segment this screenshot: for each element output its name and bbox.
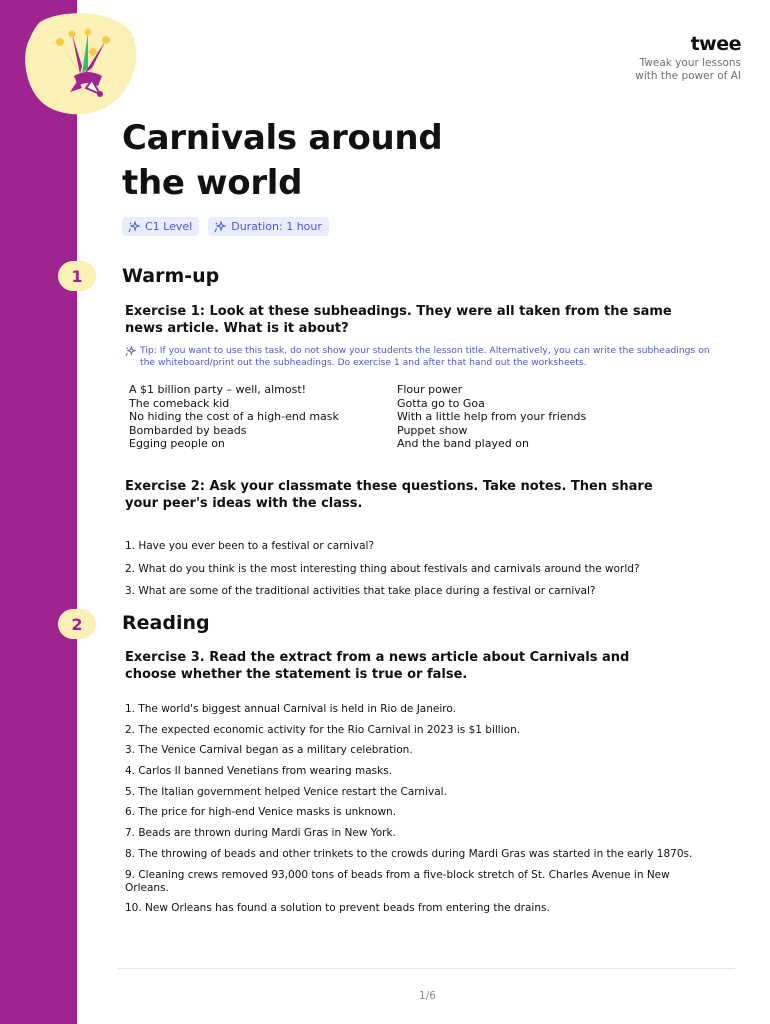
- sparkle-icon: [125, 346, 136, 357]
- teacher-tip: [125, 345, 715, 369]
- page-number: 1/6: [419, 990, 436, 1002]
- list-item: Puppet show: [397, 423, 468, 437]
- page-title: [122, 116, 442, 206]
- exercise-2-title: Exercise 2: Ask your classmate these questions. Take notes. Then share your peer's ideas with the class.: [125, 479, 653, 511]
- list-item: 5. The Italian government helped Venice restart the Carnival.: [125, 785, 447, 798]
- list-item: A $1 billion party – well, almost!: [129, 383, 307, 396]
- page-title-line2: the world: [122, 163, 303, 203]
- sparkle-icon: [128, 221, 140, 233]
- brand: [635, 34, 741, 83]
- section-title-reading: Reading: [122, 612, 210, 634]
- list-item: Egging people on: [129, 437, 225, 450]
- list-item: Bombarded by beads: [129, 423, 247, 437]
- sparkle-icon: [214, 221, 226, 233]
- exercise-3-statements: [125, 703, 715, 915]
- brand-tagline-line2: with the power of AI: [635, 70, 741, 82]
- list-item: 2. The expected economic activity for the Rio Carnival in 2023 is $1 billion.: [125, 723, 521, 736]
- list-item: The comeback kid: [129, 396, 230, 410]
- section-number-1: 1: [58, 261, 96, 291]
- list-item: Gotta go to Goa: [397, 396, 485, 410]
- subheadings-left: [129, 383, 339, 451]
- list-item: 7. Beads are thrown during Mardi Gras in New York.: [125, 827, 396, 840]
- level-badge-label: C1 Level: [145, 220, 193, 233]
- list-item: 2. What do you think is the most interesting thing about festivals and carnivals around the world?: [125, 562, 640, 575]
- list-item: No hiding the cost of a high-end mask: [129, 410, 339, 423]
- sidebar-stripe: [0, 0, 77, 1024]
- exercise-2-questions: [125, 535, 715, 603]
- section-number-2: 2: [58, 609, 96, 639]
- section-title-warmup: Warm-up: [122, 265, 220, 287]
- brand-tagline-line1: Tweak your lessons: [639, 57, 741, 69]
- list-item: Flour power: [397, 383, 463, 396]
- list-item: 1. The world's biggest annual Carnival is held in Rio de Janeiro.: [125, 703, 456, 715]
- brand-name: twee: [690, 33, 741, 55]
- list-item: 4. Carlos II banned Venetians from wearing masks.: [125, 765, 393, 778]
- list-item: With a little help from your friends: [397, 410, 587, 423]
- subheadings-right: [397, 383, 586, 451]
- list-item: 3. What are some of the traditional activities that take place during a festival or carnival?: [125, 585, 596, 597]
- list-item: And the band played on: [397, 437, 529, 450]
- duration-badge: [208, 217, 329, 236]
- list-item: 10. New Orleans has found a solution to prevent beads from entering the drains.: [125, 902, 550, 915]
- footer-divider: [118, 968, 735, 969]
- list-item: 8. The throwing of beads and other trinkets to the crowds during Mardi Gras was started in the early 1870s.: [125, 847, 693, 860]
- lesson-badges: [122, 217, 329, 236]
- brand-tagline: [635, 57, 741, 83]
- duration-badge-label: Duration: 1 hour: [231, 220, 322, 233]
- exercise-3-title: Exercise 3. Read the extract from a news article about Carnivals and choose whether the statement is true or false.: [125, 650, 630, 682]
- list-item: 1. Have you ever been to a festival or carnival?: [125, 540, 375, 552]
- exercise-1-title: Exercise 1: Look at these subheadings. They were all taken from the same news article. What is it about?: [125, 304, 672, 336]
- level-badge: [122, 217, 199, 236]
- list-item: 6. The price for high-end Venice masks is unknown.: [125, 806, 397, 819]
- list-item: 9. Cleaning crews removed 93,000 tons of beads from a five-block stretch of St. Charles Avenue in New Orleans.: [125, 868, 670, 894]
- teacher-tip-text: Tip: If you want to use this task, do not show your students the lesson title. Alternatively, you can write the subheadings on the whiteboard/print out the subheadings. Do exercise 1 and after that hand out the worksheets.: [140, 345, 710, 368]
- page-title-line1: Carnivals around: [122, 118, 443, 158]
- jester-hat-icon: [22, 12, 138, 118]
- list-item: 3. The Venice Carnival began as a military celebration.: [125, 744, 413, 757]
